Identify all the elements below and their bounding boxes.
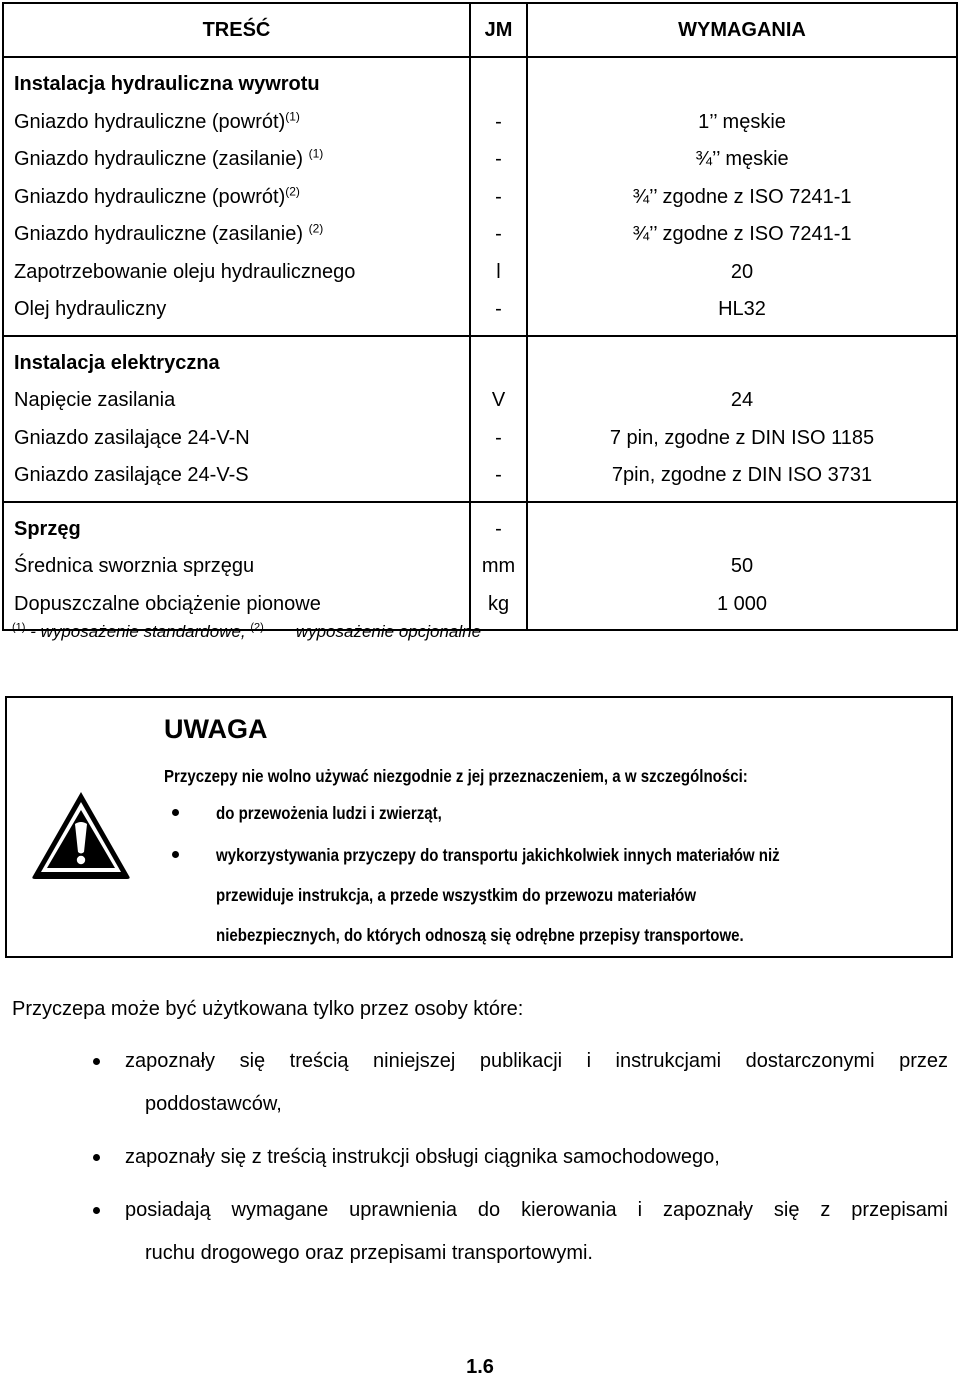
header-unit: JM — [470, 3, 527, 57]
footnote-mark-2: (2) — [250, 621, 264, 634]
row-name: Zapotrzebowanie oleju hydraulicznego — [3, 254, 470, 292]
warning-item-text: do przewożenia ludzi i zwierząt, — [216, 803, 442, 823]
usage-item-text: zapoznały się z treścią instrukcji obsługi ciągnika samochodowego, — [125, 1146, 720, 1168]
table-row — [3, 216, 957, 254]
warning-item-text: niebezpiecznych, do których odnoszą się odrębne przepisy transportowe. — [216, 925, 744, 945]
bullet-icon — [172, 851, 179, 858]
warning-box — [5, 696, 953, 958]
warning-list — [164, 801, 960, 955]
list-item — [164, 801, 960, 825]
table-row — [3, 254, 957, 292]
row-name: Napięcie zasilania — [3, 382, 470, 420]
header-requirements: WYMAGANIA — [527, 3, 957, 57]
section-title: Instalacja elektryczna — [3, 336, 470, 383]
row-unit: - — [470, 216, 527, 254]
table-row — [3, 420, 957, 458]
row-name: Gniazdo hydrauliczne (zasilanie) — [14, 148, 309, 171]
row-note: (2) — [308, 221, 324, 236]
section-title: Instalacja hydrauliczna wywrotu — [3, 57, 470, 104]
row-requirement: 1 000 — [527, 586, 957, 631]
warning-title: UWAGA — [164, 714, 268, 744]
table-row — [3, 382, 957, 420]
row-unit: - — [470, 291, 527, 336]
row-note: (2) — [285, 184, 300, 199]
row-requirement: ¾’’ zgodne z ISO 7241-1 — [527, 216, 957, 254]
section-title: Sprzęg — [3, 502, 470, 549]
row-unit: - — [470, 457, 527, 502]
usage-item-text: ruchu drogowego oraz przepisami transportowymi. — [145, 1242, 593, 1264]
row-requirement: ¾’’ zgodne z ISO 7241-1 — [527, 179, 957, 217]
table-row — [3, 457, 957, 502]
list-item — [12, 1189, 948, 1275]
table-footnote — [12, 622, 481, 642]
footnote-text-standard: - wyposażenie standardowe, — [30, 622, 251, 641]
warning-lead: Przyczepy nie wolno używać niezgodnie z jej przeznaczeniem, a w szczególności: — [164, 766, 748, 786]
row-name: Gniazdo hydrauliczne (powrót) — [14, 110, 286, 133]
row-name: Gniazdo zasilające 24-V-S — [3, 457, 470, 502]
row-name: Gniazdo hydrauliczne (zasilanie) — [14, 223, 309, 246]
bullet-icon — [93, 1207, 100, 1214]
warning-item-text: wykorzystywania przyczepy do transportu jakichkolwiek innych materiałów niż — [216, 845, 780, 865]
footnote-mark-1: (1) — [12, 621, 26, 634]
usage-item-text: posiadają wymagane uprawnienia do kierowania i zapoznały się z przepisami — [125, 1199, 948, 1221]
row-name: Średnica sworznia sprzęgu — [3, 548, 470, 586]
row-requirement: 7 pin, zgodne z DIN ISO 1185 — [527, 420, 957, 458]
row-note: (1) — [285, 109, 300, 124]
row-name: Gniazdo hydrauliczne (powrót) — [14, 185, 286, 208]
row-unit: - — [470, 141, 527, 179]
list-item — [164, 835, 960, 955]
usage-list — [12, 1040, 948, 1285]
row-unit: V — [470, 382, 527, 420]
bullet-icon — [172, 809, 179, 816]
usage-item-text: poddostawców, — [145, 1093, 282, 1115]
row-name: Gniazdo zasilające 24-V-N — [3, 420, 470, 458]
row-unit: l — [470, 254, 527, 292]
row-requirement: 50 — [527, 548, 957, 586]
header-content: TREŚĆ — [3, 3, 470, 57]
table-row — [3, 291, 957, 336]
bullet-icon — [93, 1058, 100, 1065]
table-row — [3, 179, 957, 217]
table-row — [3, 141, 957, 179]
row-requirement: ¾’’ męskie — [527, 141, 957, 179]
usage-intro: Przyczepa może być użytkowana tylko przez osoby które: — [12, 998, 524, 1020]
list-item — [12, 1136, 948, 1179]
row-note: (1) — [308, 146, 324, 161]
row-unit: kg — [470, 586, 527, 631]
row-unit: mm — [470, 548, 527, 586]
usage-item-text: zapoznały się treścią niniejszej publikacji i instrukcjami dostarczonymi przez — [125, 1050, 948, 1072]
warning-triangle-icon — [29, 788, 133, 882]
row-name: Dopuszczalne obciążenie pionowe — [3, 586, 470, 631]
section-electrical — [3, 336, 957, 502]
warning-item-text: przewiduje instrukcja, a przede wszystkim do przewozu materiałów — [216, 885, 697, 905]
row-requirement: 7pin, zgodne z DIN ISO 3731 — [527, 457, 957, 502]
row-requirement: 20 — [527, 254, 957, 292]
footnote-dash — [268, 630, 292, 631]
section-unit: - — [470, 502, 527, 549]
row-unit: - — [470, 179, 527, 217]
row-requirement: 24 — [527, 382, 957, 420]
table-row — [3, 548, 957, 586]
section-hydraulic — [3, 57, 957, 336]
list-item — [12, 1040, 948, 1126]
table-row — [3, 104, 957, 142]
row-name: Olej hydrauliczny — [3, 291, 470, 336]
footnote-text-optional: wyposażenie opcjonalne — [295, 622, 482, 641]
row-requirement: HL32 — [527, 291, 957, 336]
row-unit: - — [470, 104, 527, 142]
row-requirement: 1’’ męskie — [527, 104, 957, 142]
page-number: 1.6 — [466, 1356, 494, 1378]
row-unit: - — [470, 420, 527, 458]
bullet-icon — [93, 1154, 100, 1161]
